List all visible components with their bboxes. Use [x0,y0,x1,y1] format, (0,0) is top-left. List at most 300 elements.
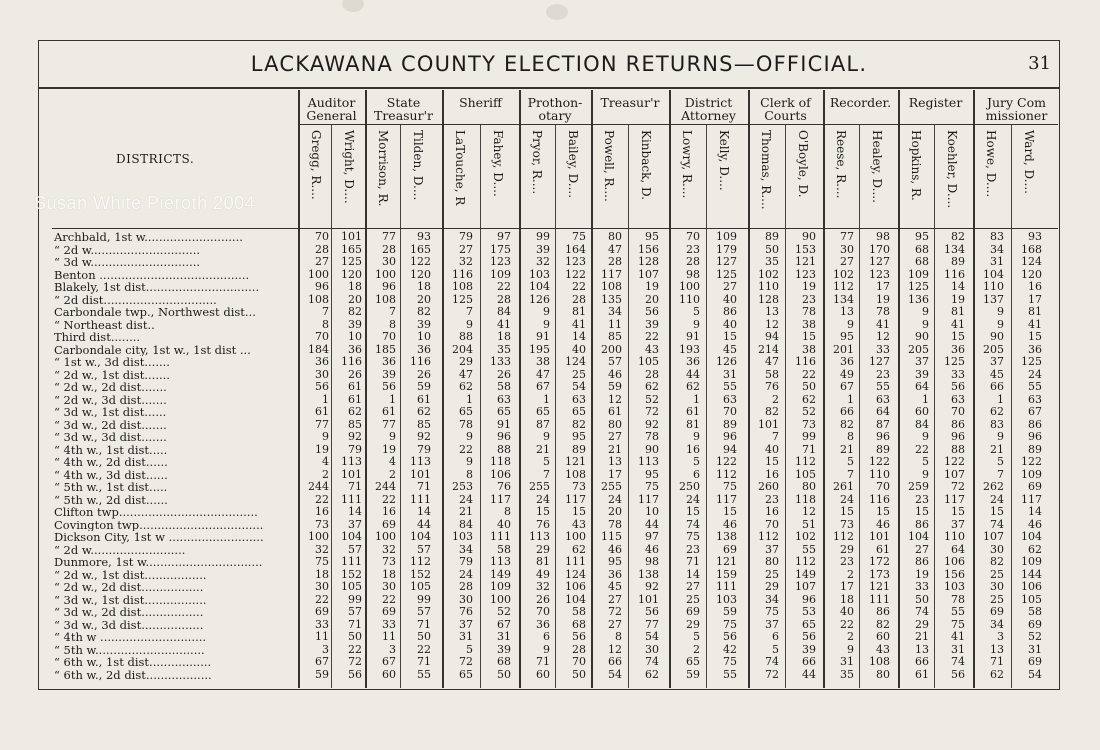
vote-count: 8 [847,430,854,443]
page-number: 31 [1028,53,1051,74]
district-name: “ 2d w.......................... [54,543,186,556]
vote-count: 10 [348,330,362,343]
vote-count: 15 [840,505,854,518]
vote-count: 71 [802,442,816,456]
vote-count: 81 [572,305,586,318]
vote-count: 19 [915,567,929,581]
vote-count: 17 [608,467,622,481]
vote-count: 78 [951,592,965,606]
vote-count: 49 [536,567,550,581]
candidate-name: Pryor, R.... [530,130,544,195]
vote-count: 61 [417,392,431,406]
vote-count: 87 [536,417,550,431]
vote-count: 85 [417,417,431,431]
vote-count: 12 [608,642,622,656]
vote-count: 101 [341,230,362,243]
vote-count: 250 [679,480,700,493]
vote-count: 24 [840,492,854,506]
vote-count: 30 [459,592,473,606]
vote-count: 104 [908,530,929,543]
office-divider [442,90,444,688]
vote-count: 95 [915,230,929,243]
vote-count: 21 [608,442,622,456]
vote-count: 69 [686,605,700,618]
vote-count: 23 [765,492,779,506]
district-name: “ 2d w., 2d dist................. [54,581,204,594]
vote-count: 7 [543,467,550,481]
vote-count: 116 [341,355,362,368]
vote-count: 9 [543,642,550,656]
vote-count: 62 [686,380,700,393]
vote-count: 95 [645,467,659,481]
vote-count: 9 [922,430,929,443]
vote-count: 25 [765,567,779,581]
vote-count: 9 [997,317,1004,331]
vote-count: 78 [608,517,622,531]
office-divider [973,90,975,688]
vote-count: 27 [608,430,622,443]
vote-count: 44 [686,367,700,381]
vote-count: 91 [536,330,550,343]
vote-count: 96 [951,430,965,443]
vote-count: 31 [497,630,511,643]
vote-count: 69 [1028,655,1042,668]
page-title: LACKAWANA COUNTY ELECTION RETURNS—OFFICIAL. [250,52,868,76]
district-name: “ 2d w., 1st dist................. [54,568,207,581]
vote-count: 82 [348,305,362,318]
vote-count: 30 [990,542,1004,556]
vote-count: 23 [802,292,816,306]
vote-count: 125 [1021,355,1042,368]
vote-count: 205 [983,342,1004,356]
vote-count: 25 [990,567,1004,581]
vote-count: 116 [795,355,816,368]
vote-count: 9 [922,467,929,481]
vote-count: 9 [466,455,473,468]
vote-count: 32 [315,542,329,556]
vote-count: 52 [645,392,659,406]
vote-count: 71 [348,480,362,493]
vote-count: 1 [389,392,396,406]
vote-count: 50 [802,380,816,393]
vote-count: 100 [375,267,396,281]
vote-count: 253 [452,480,473,493]
vote-count: 109 [1021,555,1042,568]
candidate-name: Wright, D.... [342,130,356,204]
vote-count: 45 [723,342,737,356]
vote-count: 70 [686,230,700,243]
vote-count: 110 [944,530,965,543]
vote-count: 96 [723,430,737,443]
vote-count: 103 [944,580,965,593]
vote-count: 20 [608,505,622,518]
vote-count: 104 [1021,530,1042,543]
candidate-name: Gregg, R.... [309,130,323,200]
vote-count: 92 [645,417,659,431]
vote-count: 22 [459,442,473,456]
vote-count: 30 [315,367,329,381]
vote-count: 24 [459,492,473,506]
vote-count: 9 [922,317,929,331]
vote-count: 50 [915,592,929,606]
vote-count: 65 [459,667,473,681]
vote-count: 19 [382,442,396,456]
vote-count: 62 [990,667,1004,681]
vote-count: 149 [795,567,816,581]
vote-count: 71 [417,655,431,668]
vote-count: 86 [915,555,929,568]
vote-count: 56 [951,380,965,393]
vote-count: 100 [490,592,511,606]
candidate-name: Fahey, D.... [491,130,505,197]
vote-count: 32 [459,255,473,268]
vote-count: 17 [876,280,890,293]
vote-count: 27 [459,242,473,256]
vote-count: 128 [638,255,659,268]
vote-count: 72 [645,405,659,418]
vote-count: 126 [716,355,737,368]
vote-count: 117 [944,492,965,506]
vote-count: 9 [466,317,473,331]
vote-count: 28 [459,580,473,593]
vote-count: 83 [990,417,1004,431]
vote-count: 70 [951,405,965,418]
vote-count: 22 [915,442,929,456]
vote-count: 9 [693,317,700,331]
vote-count: 61 [915,667,929,681]
vote-count: 88 [497,442,511,456]
vote-count: 67 [315,655,329,668]
candidate-divider [400,124,401,688]
vote-count: 200 [601,342,622,356]
district-name: “ 4th w ............................. [54,631,207,644]
vote-count: 195 [529,342,550,356]
vote-count: 7 [997,467,1004,481]
vote-count: 27 [315,255,329,268]
vote-count: 75 [951,617,965,631]
vote-count: 41 [572,317,586,331]
vote-count: 86 [915,517,929,531]
vote-count: 120 [1021,267,1042,281]
vote-count: 55 [417,667,431,681]
vote-count: 104 [565,592,586,606]
vote-count: 9 [922,305,929,318]
vote-count: 39 [802,642,816,656]
vote-count: 193 [679,342,700,356]
vote-count: 28 [315,242,329,256]
candidate-name: Hopkins, R. [909,130,923,201]
vote-count: 125 [716,267,737,281]
vote-count: 13 [990,642,1004,656]
vote-count: 60 [915,405,929,418]
vote-count: 1 [466,392,473,406]
vote-count: 255 [529,480,550,493]
vote-count: 117 [1021,492,1042,506]
vote-count: 84 [459,517,473,531]
vote-count: 9 [997,430,1004,443]
vote-count: 88 [951,442,965,456]
vote-count: 164 [565,242,586,256]
vote-count: 136 [908,292,929,306]
vote-count: 205 [908,342,929,356]
district-name: Covington twp.................................. [54,518,264,531]
vote-count: 117 [716,492,737,506]
vote-count: 6 [543,630,550,643]
vote-count: 24 [459,567,473,581]
office-header-rule [298,124,1058,125]
vote-count: 59 [315,667,329,681]
district-name: “ 6th w., 1st dist................. [54,656,212,669]
vote-count: 62 [348,405,362,418]
vote-count: 108 [452,280,473,293]
vote-count: 22 [417,642,431,656]
vote-count: 96 [802,592,816,606]
vote-count: 111 [341,555,362,568]
vote-count: 111 [565,555,586,568]
vote-count: 79 [459,555,473,568]
vote-count: 116 [452,267,473,281]
candidate-divider [331,124,332,688]
district-name: Clifton twp...................................... [54,506,258,519]
vote-count: 127 [869,355,890,368]
vote-count: 35 [765,255,779,268]
vote-count: 51 [802,517,816,531]
vote-count: 58 [1028,605,1042,618]
vote-count: 116 [410,355,431,368]
vote-count: 19 [951,292,965,306]
vote-count: 1 [322,392,329,406]
vote-count: 22 [497,280,511,293]
vote-count: 20 [348,292,362,306]
vote-count: 71 [536,655,550,668]
vote-count: 65 [572,405,586,418]
vote-count: 59 [608,380,622,393]
vote-count: 63 [951,392,965,406]
vote-count: 6 [772,630,779,643]
vote-count: 156 [944,567,965,581]
vote-count: 28 [497,292,511,306]
vote-count: 7 [847,467,854,481]
vote-count: 30 [382,255,396,268]
vote-count: 40 [840,605,854,618]
vote-count: 12 [802,505,816,518]
vote-count: 104 [983,267,1004,281]
vote-count: 112 [716,467,737,481]
vote-count: 121 [869,580,890,593]
candidate-name: Lowry, R.... [680,130,694,199]
vote-count: 31 [723,367,737,381]
vote-count: 34 [990,242,1004,256]
vote-count: 89 [951,255,965,268]
vote-count: 90 [802,230,816,243]
district-name: “ 3d w., 2d dist................. [54,606,204,619]
vote-count: 53 [802,605,816,618]
vote-count: 31 [990,255,1004,268]
candidate-name: Powell, R.... [602,130,616,202]
vote-count: 81 [686,417,700,431]
vote-count: 13 [840,305,854,318]
vote-count: 34 [608,305,622,318]
vote-count: 70 [315,330,329,343]
vote-count: 2 [847,567,854,581]
vote-count: 111 [410,492,431,506]
vote-count: 9 [847,317,854,331]
vote-count: 125 [341,255,362,268]
vote-count: 47 [608,242,622,256]
vote-count: 2 [389,467,396,481]
vote-count: 201 [833,342,854,356]
vote-count: 18 [497,330,511,343]
vote-count: 49 [840,367,854,381]
vote-count: 37 [348,517,362,531]
vote-count: 62 [572,542,586,556]
vote-count: 244 [308,480,329,493]
vote-count: 67 [382,655,396,668]
district-name: “ 3d w., 1st dist................. [54,593,207,606]
office-divider [298,90,300,688]
vote-count: 15 [723,505,737,518]
vote-count: 29 [536,542,550,556]
vote-count: 122 [1021,455,1042,468]
vote-count: 27 [723,280,737,293]
vote-count: 113 [490,555,511,568]
vote-count: 137 [983,292,1004,306]
vote-count: 54 [645,630,659,643]
vote-count: 86 [951,417,965,431]
vote-count: 37 [765,542,779,556]
vote-count: 165 [410,242,431,256]
vote-count: 95 [608,555,622,568]
vote-count: 56 [645,605,659,618]
candidate-divider [706,124,707,688]
vote-count: 64 [951,542,965,556]
vote-count: 22 [802,367,816,381]
district-name: Third dist........ [54,331,141,344]
vote-count: 77 [840,230,854,243]
vote-count: 84 [497,305,511,318]
vote-count: 61 [348,392,362,406]
vote-count: 75 [572,230,586,243]
title-bar [39,41,1059,89]
vote-count: 104 [410,530,431,543]
vote-count: 21 [990,442,1004,456]
vote-count: 2 [693,642,700,656]
office-divider [365,90,367,688]
vote-count: 73 [572,480,586,493]
vote-count: 72 [459,655,473,668]
vote-count: 98 [686,267,700,281]
vote-count: 38 [802,342,816,356]
vote-count: 15 [536,505,550,518]
district-name: “ 5th w.............................. [54,643,205,656]
vote-count: 18 [315,567,329,581]
vote-count: 109 [490,267,511,281]
vote-count: 106 [490,467,511,481]
candidate-divider [555,124,556,688]
district-name: “ 2d w., 3d dist....... [54,393,167,406]
vote-count: 58 [497,542,511,556]
vote-count: 159 [716,567,737,581]
vote-count: 34 [990,617,1004,631]
district-name: Carbondale twp., Northwest dist... [54,306,256,319]
vote-count: 3 [997,630,1004,643]
vote-count: 96 [497,430,511,443]
vote-count: 33 [915,580,929,593]
vote-count: 109 [490,580,511,593]
vote-count: 127 [869,255,890,268]
vote-count: 18 [417,280,431,293]
vote-count: 112 [795,455,816,468]
vote-count: 128 [758,292,779,306]
vote-count: 58 [497,380,511,393]
vote-count: 168 [1021,242,1042,256]
vote-count: 179 [716,242,737,256]
vote-count: 86 [876,605,890,618]
vote-count: 109 [1021,467,1042,481]
vote-count: 35 [840,667,854,681]
vote-count: 92 [348,430,362,443]
vote-count: 117 [601,267,622,281]
vote-count: 18 [840,592,854,606]
office-divider [591,90,593,688]
vote-count: 110 [983,280,1004,293]
vote-count: 96 [1028,430,1042,443]
vote-count: 260 [758,480,779,493]
vote-count: 44 [417,517,431,531]
vote-count: 22 [645,330,659,343]
vote-count: 109 [716,230,737,243]
vote-count: 43 [572,517,586,531]
vote-count: 36 [417,342,431,356]
vote-count: 39 [417,317,431,331]
vote-count: 55 [951,605,965,618]
vote-count: 107 [983,530,1004,543]
candidate-name: Howe, D.... [984,130,998,198]
vote-count: 50 [348,630,362,643]
vote-count: 92 [645,580,659,593]
vote-count: 8 [389,317,396,331]
vote-count: 15 [765,455,779,468]
vote-count: 76 [459,605,473,618]
vote-count: 115 [601,530,622,543]
vote-count: 14 [1028,505,1042,518]
vote-count: 69 [382,605,396,618]
vote-count: 28 [608,255,622,268]
vote-count: 16 [765,505,779,518]
vote-count: 82 [572,417,586,431]
vote-count: 24 [536,492,550,506]
vote-count: 69 [1028,617,1042,631]
vote-count: 31 [459,630,473,643]
vote-count: 107 [795,580,816,593]
vote-count: 112 [833,530,854,543]
vote-count: 122 [410,255,431,268]
paper-hole-left [342,0,364,12]
vote-count: 111 [869,592,890,606]
vote-count: 86 [723,305,737,318]
vote-count: 113 [638,455,659,468]
vote-count: 70 [765,517,779,531]
vote-count: 20 [417,292,431,306]
vote-count: 15 [951,505,965,518]
district-name: “ 5th w., 2d dist...... [54,493,168,506]
vote-count: 65 [686,655,700,668]
vote-count: 108 [601,280,622,293]
vote-count: 184 [308,342,329,356]
office-heading: State Treasur'r [373,95,433,123]
vote-count: 36 [382,355,396,368]
vote-count: 77 [382,230,396,243]
